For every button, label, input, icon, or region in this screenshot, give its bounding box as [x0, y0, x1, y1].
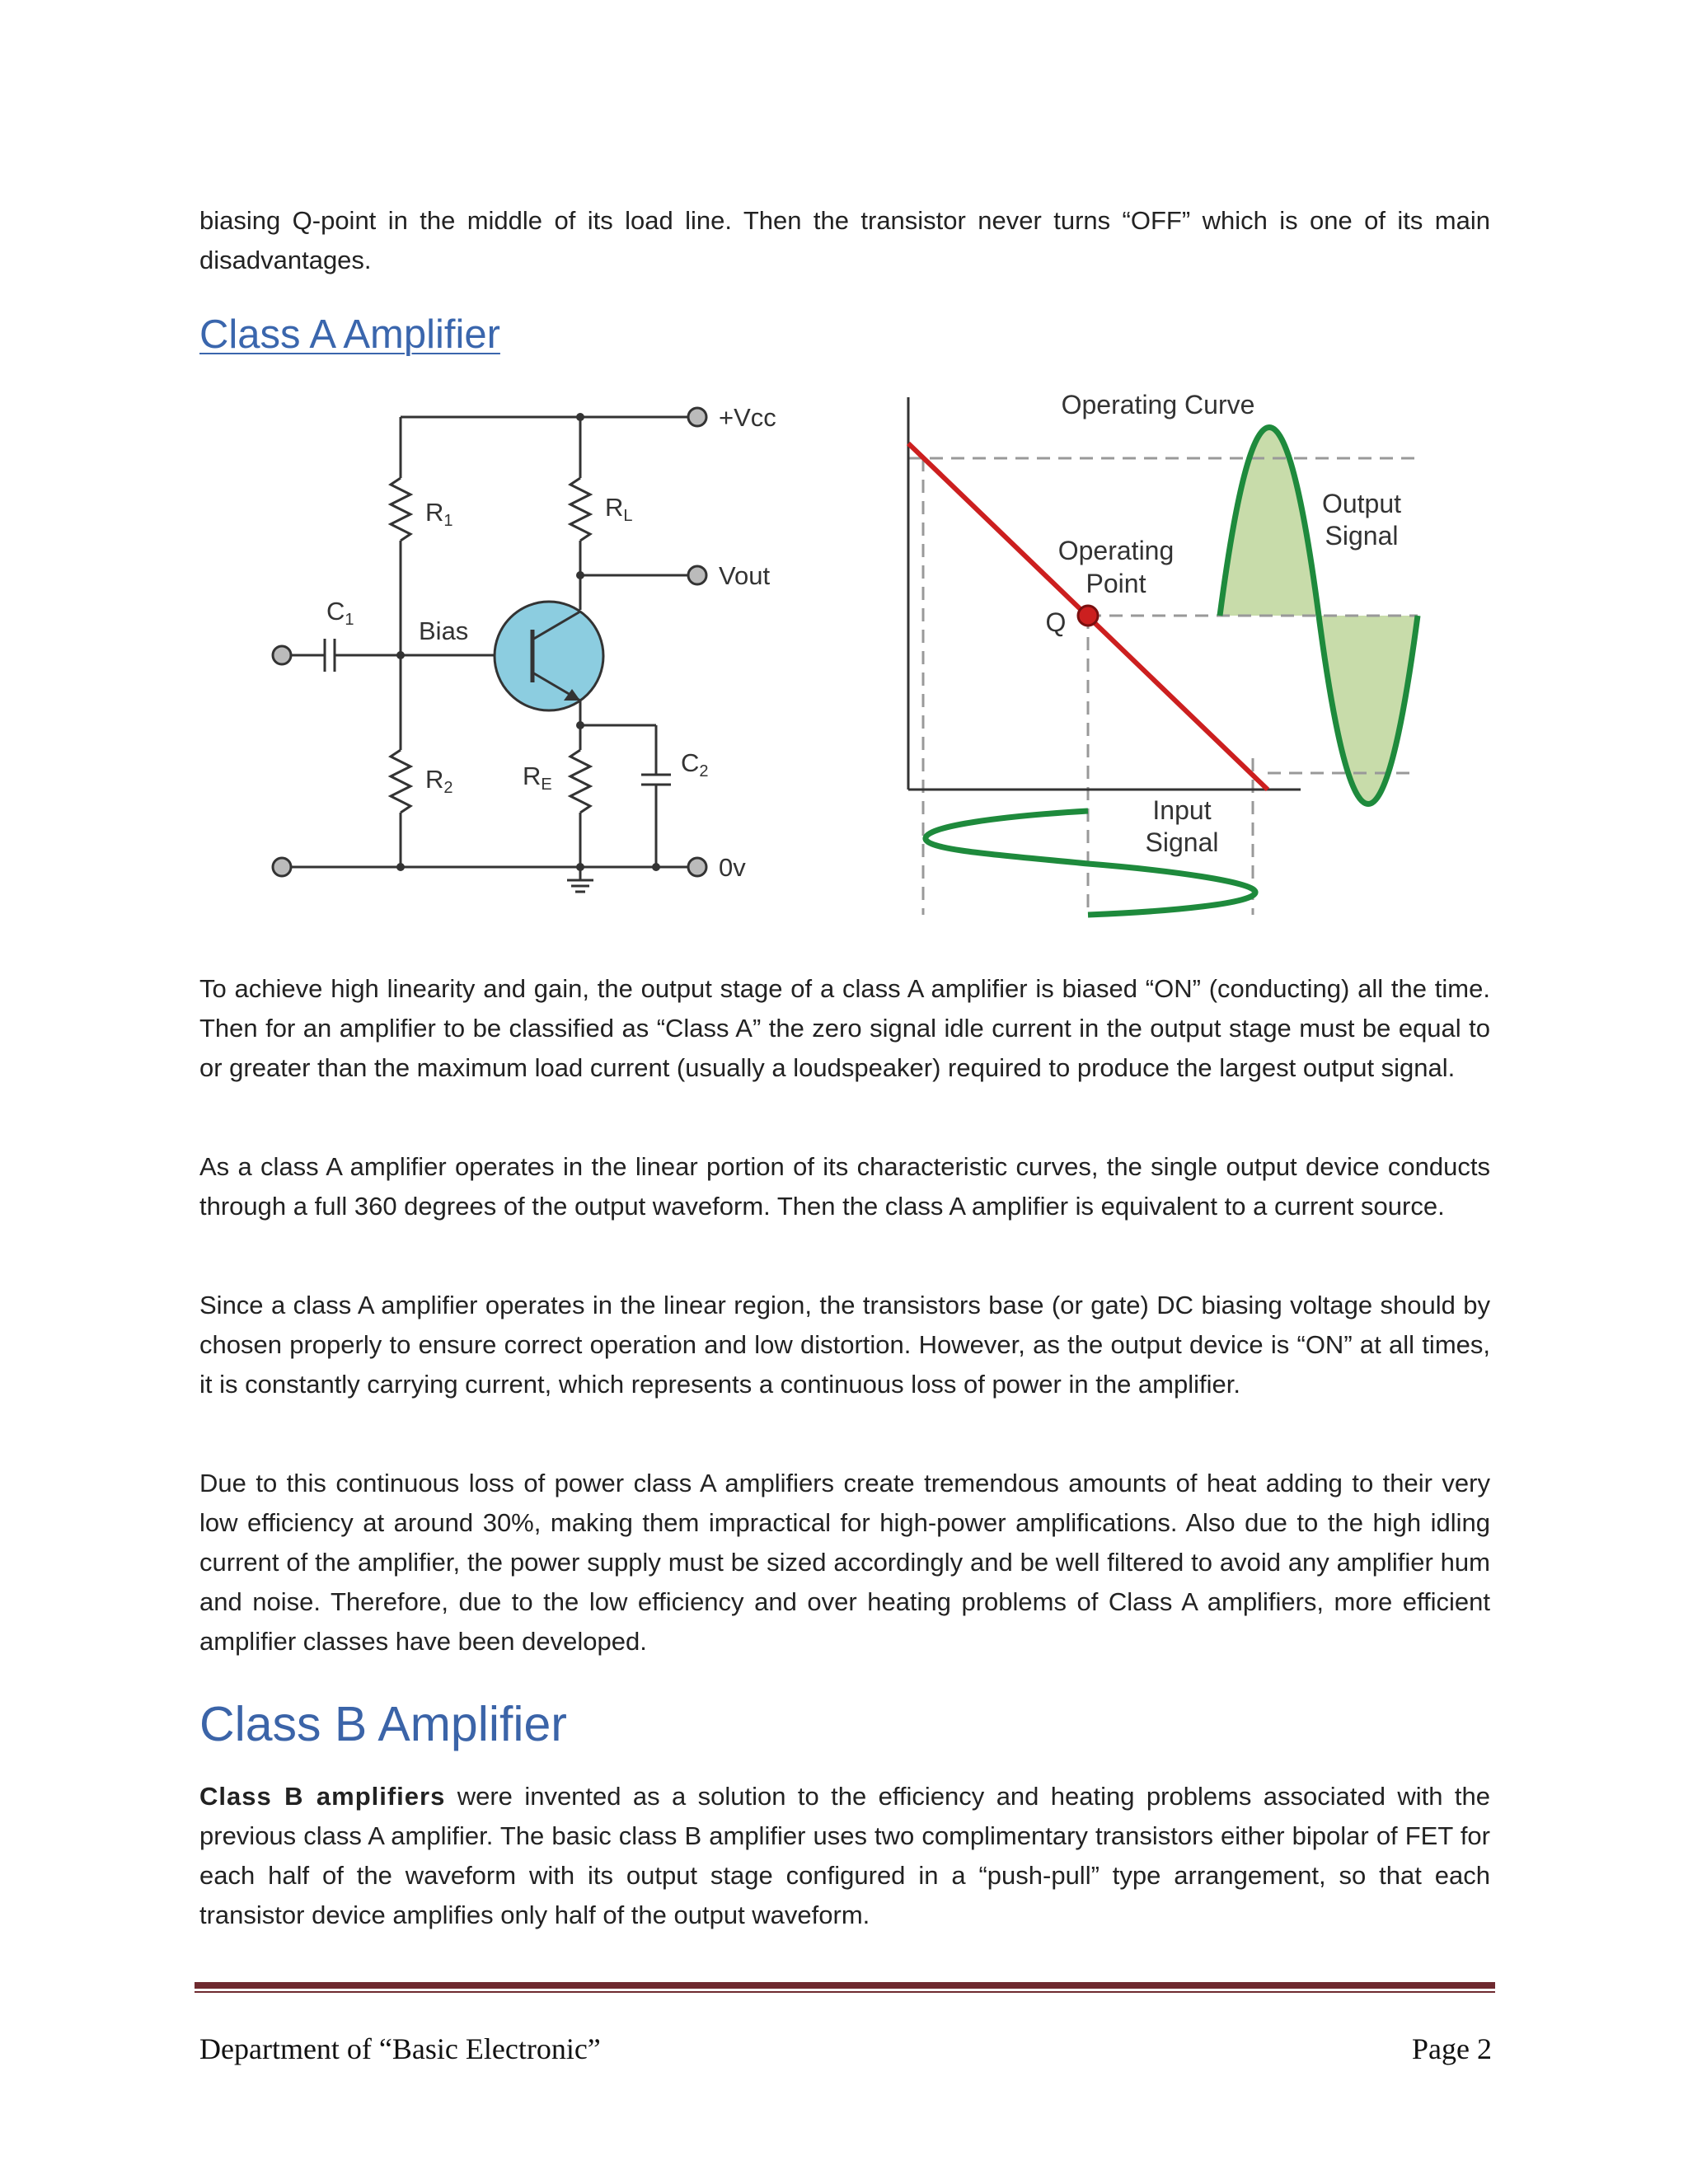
re-label: RE [523, 762, 552, 794]
footer-rule-thick [195, 1982, 1495, 1989]
rl-resistor [570, 478, 590, 541]
graph-title: Operating Curve [1061, 390, 1255, 419]
class-a-paragraph-2: As a class A amplifier operates in the linear portion of its characteristic curves, the single output device conducts through a full 360 degrees of the output waveform. Then the class A amplifier is equivalent to a current source. [199, 1152, 1490, 1221]
junction-dot [396, 863, 405, 871]
q-label: Q [1045, 607, 1067, 637]
input-signal [926, 811, 1255, 915]
input-terminal [273, 646, 291, 664]
class-a-heading[interactable]: Class A Amplifier [199, 312, 500, 357]
junction-dot [576, 721, 584, 729]
class-b-paragraph-text: were invented as a solution to the efficiency and heating problems associated with the previous class A amplifier. The basic class B amplifier uses two complimentary transistors either bipolar of FET for each half of the waveform with its output stage configured in a “push-pull” type arrangement, so that each transistor device amplifies only half of the output waveform. [199, 1782, 1490, 1929]
circuit-diagram [273, 408, 706, 892]
junction-dot [576, 571, 584, 579]
footer-rule-thin [195, 1991, 1495, 1993]
class-b-bold-lead: Class B amplifiers [199, 1782, 446, 1811]
vcc-terminal [688, 408, 706, 426]
rl-label: RL [605, 493, 633, 525]
footer-department: Department of “Basic Electronic” [199, 2032, 601, 2065]
r1-resistor [391, 478, 410, 541]
output-signal-label-line1: Output [1321, 489, 1402, 518]
input-signal-label-line1: Input [1152, 795, 1212, 825]
ground-output-terminal [688, 858, 706, 876]
class-a-paragraph-4: Due to this continuous loss of power class A amplifiers create tremendous amounts of heat adding to their very low efficiency at around 30%, making them impractical for high-power amplifications. Also due to the high idling current of the amplifier, the power supply must be sized accordingly and be well filtered to avoid any amplifier hum and noise. Therefore, due to the low efficiency and over heating problems of Class A amplifiers, more efficient amplifier classes have been developed. [199, 1469, 1490, 1656]
ground-icon [567, 867, 593, 892]
c1-label: C1 [326, 597, 354, 629]
re-resistor [570, 750, 590, 813]
ground-label: 0v [719, 853, 746, 882]
class-b-paragraph [199, 1777, 1490, 1935]
footer-page-number: Page 2 [1412, 2032, 1492, 2065]
operating-point-label-line1: Operating [1057, 536, 1175, 565]
output-signal-label-line2: Signal [1325, 521, 1399, 551]
bias-label: Bias [419, 616, 469, 645]
q-point [1078, 606, 1098, 626]
r1-label: R1 [425, 498, 453, 530]
vcc-label: +Vcc [719, 403, 776, 432]
r2-resistor [391, 750, 410, 813]
class-a-paragraph-3: Since a class A amplifier operates in the linear region, the transistors base (or gate) DC biasing voltage should by chosen properly to ensure correct operation and low distortion. However, as the output device is “ON” at all times, it is constantly carrying current, which represents a continuous loss of power in the amplifier. [199, 1291, 1490, 1399]
intro-paragraph: biasing Q-point in the middle of its load line. Then the transistor never turns “OFF” which is one of its main disadvantages. [199, 206, 1490, 274]
class-a-figure [264, 387, 1451, 931]
transistor-body [495, 602, 603, 710]
vout-label: Vout [719, 561, 771, 590]
input-signal-label-line2: Signal [1145, 827, 1219, 857]
r2-label: R2 [425, 765, 453, 797]
class-a-paragraph-1: To achieve high linearity and gain, the output stage of a class A amplifier is biased “ON” (conducting) all the time. Then for an amplifier to be classified as “Class A” the zero signal idle current in the output stage must be equal to or greater than the maximum load current (usually a loudspeaker) required to produce the largest output signal. [199, 974, 1490, 1082]
junction-dot [652, 863, 660, 871]
operating-point-label-line2: Point [1085, 569, 1146, 598]
ground-input-terminal [273, 858, 291, 876]
class-b-heading: Class B Amplifier [199, 1697, 567, 1751]
c2-label: C2 [681, 748, 709, 780]
vout-terminal [688, 566, 706, 584]
junction-dot [396, 651, 405, 659]
